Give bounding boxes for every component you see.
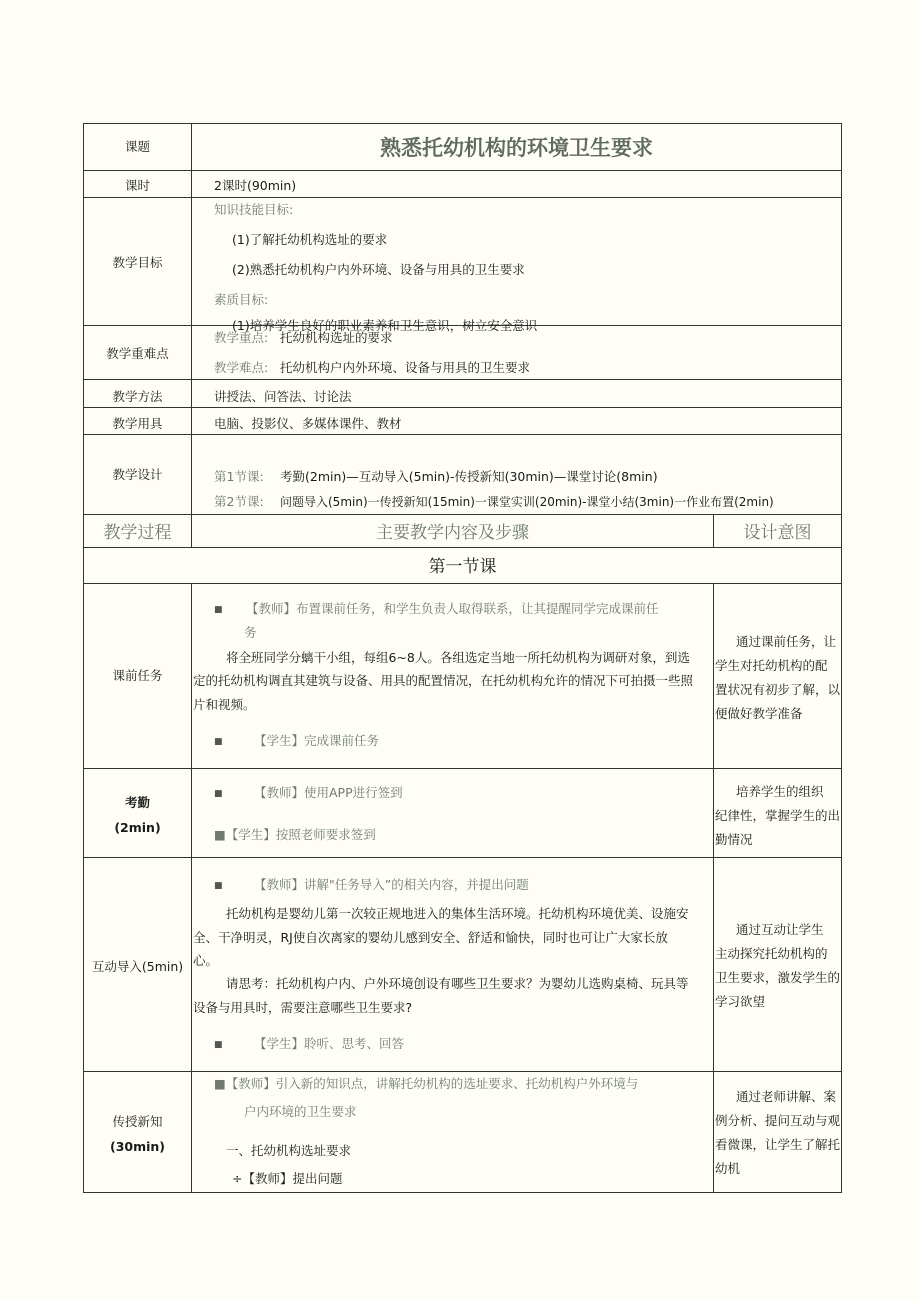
interactive-intent-1: 通过互动让学生 bbox=[736, 922, 824, 937]
attendance-teacher: 【教师】使用APP进行签到 bbox=[254, 785, 403, 800]
section-title: 第一节课 bbox=[428, 557, 497, 577]
topic-label: 课题 bbox=[124, 139, 150, 154]
method-value: 讲授法、问答法、讨论法 bbox=[214, 389, 352, 404]
pre-body-line2: 定的托幼机构调直其建筑与设备、用具的配置情况，在托幼机构允许的情况下可拍摄一些照 bbox=[193, 673, 694, 688]
interactive-body-1: 托幼机构是婴幼儿第一次较正规地进入的集体生活环境。托幼机构环境优美、设施安 bbox=[226, 906, 689, 921]
interactive-body-2: 全、干净明灵，RJ使自次离家的婴幼儿感到安全、舒适和愉快，同时也可让广大家长放 bbox=[193, 930, 668, 945]
new-intent-3: 看微课，让学生了解托 bbox=[715, 1137, 841, 1152]
interactive-label: 互动导入(5min) bbox=[91, 959, 184, 974]
pre-label: 课前任务 bbox=[112, 668, 163, 683]
pre-teacher-line2: 务 bbox=[244, 625, 257, 640]
goal-item-2: (2)熟悉托幼机构户内外环境、设备与用具的卫生要求 bbox=[232, 262, 525, 277]
new-subtitle: 一、托幼机构选址要求 bbox=[226, 1143, 352, 1158]
key-label: 教学重难点 bbox=[106, 346, 169, 361]
key-point: 托幼机构选址的要求 bbox=[280, 330, 393, 345]
bullet-icon: ■ bbox=[214, 881, 223, 891]
interactive-question-1: 请思考：托幼机构户内、户外环境创设有哪些卫生要求？为婴幼儿选购桌椅、玩具等 bbox=[226, 976, 689, 991]
attendance-intent-3: 勤情况 bbox=[715, 832, 753, 847]
pre-intent-1: 通过课前任务，让 bbox=[736, 634, 837, 649]
attendance-label-2: (2min) bbox=[114, 820, 161, 835]
pre-body-line3: 片和视频。 bbox=[193, 697, 256, 712]
attendance-intent-1: 培养学生的组织 bbox=[736, 784, 824, 799]
attendance-student: ■【学生】按照老师要求签到 bbox=[214, 827, 376, 842]
hours-label: 课时 bbox=[124, 178, 150, 193]
goal-item-1: (1)了解托幼机构选址的要求 bbox=[232, 232, 388, 247]
interactive-intent-2: 主动探究托幼机构的 bbox=[715, 946, 828, 961]
quality-title: 素质目标: bbox=[214, 292, 269, 307]
method-label: 教学方法 bbox=[112, 389, 163, 404]
pre-student: 【学生】完成课前任务 bbox=[254, 733, 380, 748]
new-label-1: 传授新知 bbox=[112, 1114, 163, 1129]
design1-label: 第1节课: bbox=[214, 469, 264, 484]
pre-intent-3: 置状况有初步了解，以 bbox=[715, 682, 841, 697]
attendance-label-1: 考勤 bbox=[124, 795, 150, 810]
col-content: 主要教学内容及步骤 bbox=[376, 523, 529, 543]
interactive-intent-4: 学习欲望 bbox=[715, 994, 766, 1009]
pre-intent-2: 学生对托幼机构的配 bbox=[715, 658, 828, 673]
page-title: 熟悉托幼机构的环境卫生要求 bbox=[380, 136, 653, 160]
design1-value: 考勤(2min)—互动导入(5min)-传授新知(30min)—课堂讨论(8min) bbox=[280, 469, 658, 484]
new-teacher-line2: 户内环境的卫生要求 bbox=[244, 1104, 357, 1119]
attendance-intent-2: 纪律性，掌握学生的出 bbox=[715, 808, 841, 823]
goals-label: 教学目标 bbox=[112, 255, 163, 270]
design2-label: 第2节课: bbox=[214, 494, 264, 509]
new-label-2: (30min) bbox=[109, 1139, 166, 1154]
col-intent: 设计意图 bbox=[743, 523, 812, 543]
bullet-icon: ■ bbox=[214, 789, 223, 799]
hours-value: 2课时(90min) bbox=[214, 178, 297, 193]
new-teacher-line1: ■【教师】引入新的知识点，讲解托幼机构的选址要求、托幼机构户外环境与 bbox=[214, 1076, 639, 1091]
pre-body-line1: 将全班同学分螭干小组，每组6~8人。各组选定当地一所托幼机构为调研对象，到选 bbox=[226, 650, 690, 665]
goals-cell bbox=[192, 198, 841, 333]
interactive-intent-3: 卫生要求，激发学生的 bbox=[715, 970, 841, 985]
bullet-icon: ■ bbox=[214, 605, 223, 615]
interactive-teacher: 【教师】讲解"任务导入”的相关内容，并提出问题 bbox=[254, 877, 529, 892]
interactive-question-2: 设备与用具时，需要注意哪些卫生要求? bbox=[193, 1000, 413, 1015]
interactive-body-3: 心。 bbox=[193, 953, 219, 968]
new-intent-1: 通过老师讲解、案 bbox=[736, 1089, 837, 1104]
col-process: 教学过程 bbox=[103, 523, 172, 543]
bullet-icon: ■ bbox=[214, 737, 223, 747]
design-label: 教学设计 bbox=[112, 467, 163, 482]
new-intent-2: 例分析、提问互动与观 bbox=[715, 1113, 841, 1128]
bullet-icon: ■ bbox=[214, 1040, 223, 1050]
key-point-label: 教学重点: bbox=[214, 330, 269, 345]
new-intent-4: 幼机 bbox=[715, 1161, 741, 1176]
interactive-student: 【学生】聆听、思考、回答 bbox=[254, 1036, 405, 1051]
tools-value: 电脑、投影仪、多媒体课件、教材 bbox=[214, 416, 402, 431]
difficult-label: 教学难点: bbox=[214, 360, 269, 375]
knowledge-title: 知识技能目标: bbox=[214, 202, 294, 217]
design2-value: 问题导入(5min)一传授新知(15min)一课堂实训(20min)-课堂小结(3min)一作业布置(2min) bbox=[280, 495, 774, 509]
new-sub-teacher: ÷【教师】提出问题 bbox=[232, 1171, 343, 1186]
tools-label: 教学用具 bbox=[112, 416, 163, 431]
difficult-point: 托幼机构户内外环境、设备与用具的卫生要求 bbox=[280, 360, 531, 375]
goal-clipped-line: (1)培养学生良好的职业素养和卫生意识，树立安全意识 bbox=[232, 318, 538, 333]
pre-intent-4: 便做好教学准备 bbox=[715, 706, 803, 721]
pre-teacher-line1: 【教师】布置课前任务，和学生负责人取得联系，让其提醒同学完成课前任 bbox=[246, 601, 659, 616]
